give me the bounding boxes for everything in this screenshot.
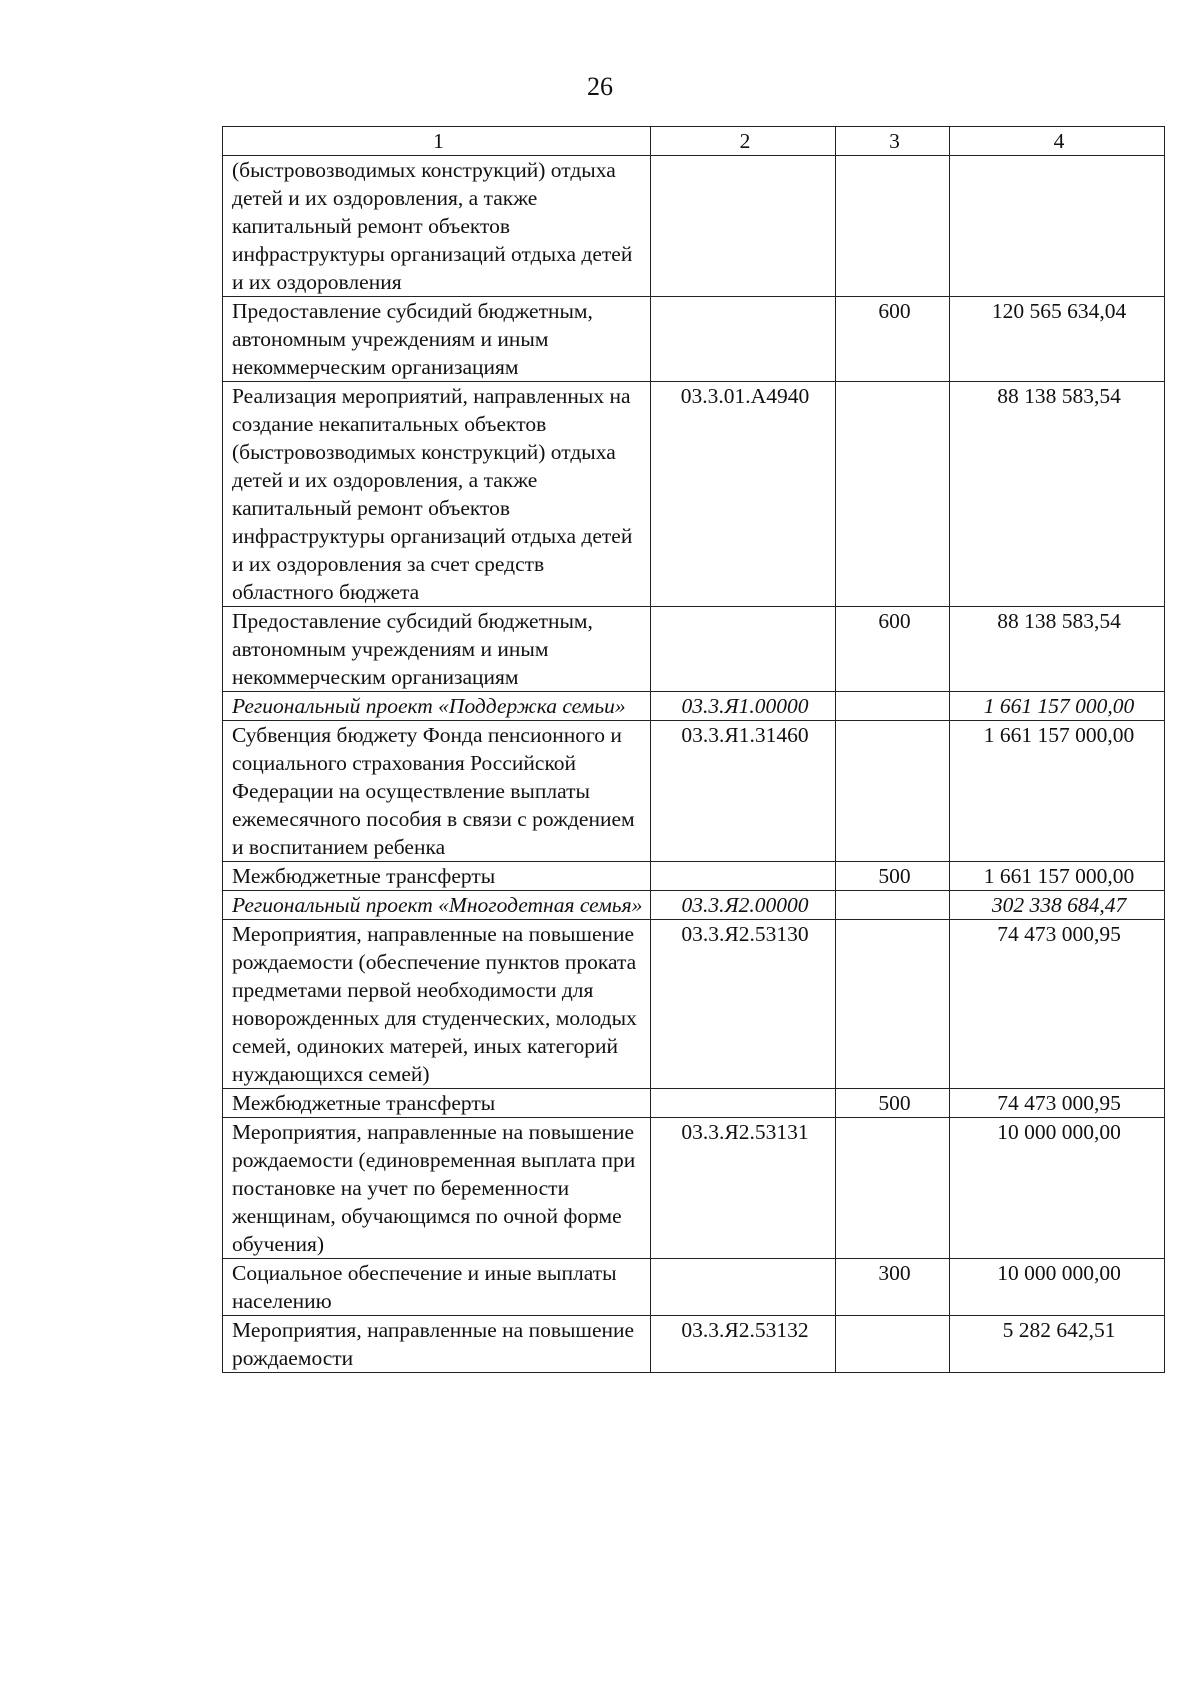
row-amount-cell xyxy=(950,156,1165,297)
row-amount-cell: 5 282 642,51 xyxy=(950,1316,1165,1373)
row-code-cell: 03.3.Я2.00000 xyxy=(651,891,836,920)
row-amount-cell: 1 661 157 000,00 xyxy=(950,692,1165,721)
row-type-cell xyxy=(836,1316,950,1373)
row-name-cell: Межбюджетные трансферты xyxy=(223,862,651,891)
row-amount-cell: 120 565 634,04 xyxy=(950,297,1165,382)
row-name-cell: Реализация мероприятий, направленных на создание некапитальных объектов (быстровозводимых конструкций) отдыха детей и их оздоровления, а также капитальный ремонт объектов инфраструктуры организаций отдыха детей и их оздоровления за счет средств областного бюджета xyxy=(223,382,651,607)
row-name-cell: Предоставление субсидий бюджетным, автономным учреждениям и иным некоммерческим организациям xyxy=(223,607,651,692)
row-type-cell: 500 xyxy=(836,1089,950,1118)
row-code-cell xyxy=(651,156,836,297)
table-row xyxy=(223,862,1165,891)
column-header-3: 3 xyxy=(836,127,950,156)
row-code-cell: 03.3.Я1.00000 xyxy=(651,692,836,721)
table-row xyxy=(223,920,1165,1089)
row-amount-cell: 10 000 000,00 xyxy=(950,1118,1165,1259)
row-amount-cell: 1 661 157 000,00 xyxy=(950,721,1165,862)
row-amount-cell: 302 338 684,47 xyxy=(950,891,1165,920)
table-row xyxy=(223,1316,1165,1373)
row-type-cell xyxy=(836,382,950,607)
row-type-cell: 600 xyxy=(836,607,950,692)
row-name-cell: Мероприятия, направленные на повышение рождаемости xyxy=(223,1316,651,1373)
row-type-cell xyxy=(836,156,950,297)
row-name-cell: Субвенция бюджету Фонда пенсионного и социального страхования Российской Федерации на осуществление выплаты ежемесячного пособия в связи с рождением и воспитанием ребенка xyxy=(223,721,651,862)
table-row xyxy=(223,607,1165,692)
row-code-cell xyxy=(651,297,836,382)
table-row xyxy=(223,1089,1165,1118)
row-type-cell xyxy=(836,692,950,721)
row-type-cell: 500 xyxy=(836,862,950,891)
row-amount-cell: 88 138 583,54 xyxy=(950,607,1165,692)
row-code-cell: 03.3.01.А4940 xyxy=(651,382,836,607)
row-amount-cell: 74 473 000,95 xyxy=(950,1089,1165,1118)
row-code-cell xyxy=(651,607,836,692)
table-row xyxy=(223,382,1165,607)
table-row xyxy=(223,156,1165,297)
row-name-cell: Межбюджетные трансферты xyxy=(223,1089,651,1118)
row-name-cell: (быстровозводимых конструкций) отдыха детей и их оздоровления, а также капитальный ремонт объектов инфраструктуры организаций отдыха детей и их оздоровления xyxy=(223,156,651,297)
row-name-cell: Региональный проект «Поддержка семьи» xyxy=(223,692,651,721)
row-type-cell: 300 xyxy=(836,1259,950,1316)
table-row xyxy=(223,1259,1165,1316)
page-number: 26 xyxy=(587,72,613,101)
row-code-cell: 03.3.Я2.53131 xyxy=(651,1118,836,1259)
row-type-cell xyxy=(836,1118,950,1259)
row-name-cell: Предоставление субсидий бюджетным, автономным учреждениям и иным некоммерческим организациям xyxy=(223,297,651,382)
table-row xyxy=(223,297,1165,382)
table-row xyxy=(223,1118,1165,1259)
column-header-2: 2 xyxy=(651,127,836,156)
budget-table xyxy=(222,126,1165,1373)
column-header-1: 1 xyxy=(223,127,651,156)
row-amount-cell: 88 138 583,54 xyxy=(950,382,1165,607)
row-type-cell xyxy=(836,721,950,862)
row-type-cell xyxy=(836,920,950,1089)
row-code-cell xyxy=(651,1259,836,1316)
column-header-4: 4 xyxy=(950,127,1165,156)
row-type-cell xyxy=(836,891,950,920)
row-amount-cell: 1 661 157 000,00 xyxy=(950,862,1165,891)
row-name-cell: Мероприятия, направленные на повышение рождаемости (обеспечение пунктов проката предметами первой необходимости для новорожденных для студенческих, молодых семей, одиноких матерей, иных категорий нуждающихся семей) xyxy=(223,920,651,1089)
row-code-cell xyxy=(651,862,836,891)
row-name-cell: Региональный проект «Многодетная семья» xyxy=(223,891,651,920)
row-amount-cell: 10 000 000,00 xyxy=(950,1259,1165,1316)
row-code-cell xyxy=(651,1089,836,1118)
table-header-row xyxy=(223,127,1165,156)
table-row-project xyxy=(223,692,1165,721)
table-row xyxy=(223,721,1165,862)
row-amount-cell: 74 473 000,95 xyxy=(950,920,1165,1089)
row-code-cell: 03.3.Я2.53132 xyxy=(651,1316,836,1373)
row-code-cell: 03.3.Я2.53130 xyxy=(651,920,836,1089)
row-code-cell: 03.3.Я1.31460 xyxy=(651,721,836,862)
table-row-project xyxy=(223,891,1165,920)
row-type-cell: 600 xyxy=(836,297,950,382)
row-name-cell: Мероприятия, направленные на повышение рождаемости (единовременная выплата при постановке на учет по беременности женщинам, обучающимся по очной форме обучения) xyxy=(223,1118,651,1259)
row-name-cell: Социальное обеспечение и иные выплаты населению xyxy=(223,1259,651,1316)
